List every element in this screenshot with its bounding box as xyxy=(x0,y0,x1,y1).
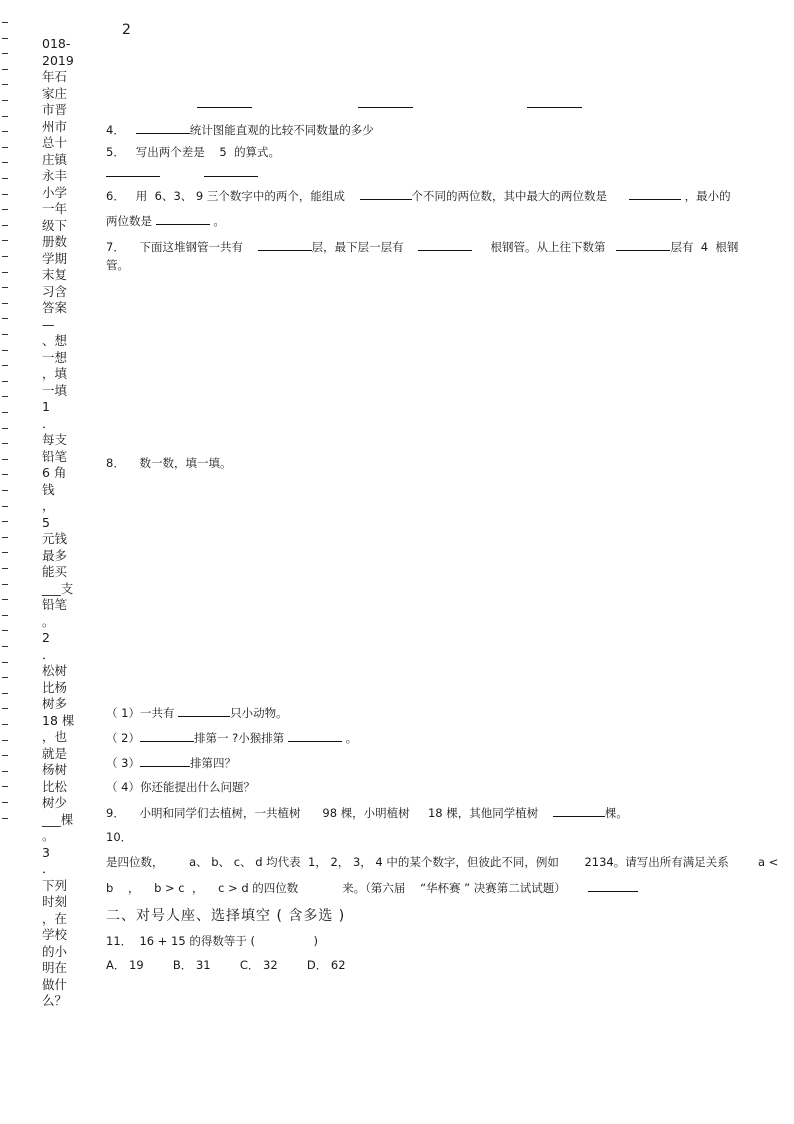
side-title-line: ． xyxy=(42,861,55,876)
side-title-line: ． xyxy=(42,646,55,662)
side-title-line: ，也 xyxy=(42,729,68,744)
margin-dash xyxy=(2,724,8,725)
margin-dash xyxy=(2,506,8,507)
side-title-line: 册数 xyxy=(42,234,68,249)
answer-blank xyxy=(527,107,582,108)
margin-dash xyxy=(2,53,8,54)
margin-dash xyxy=(2,272,8,273)
question-7-line1: 7． 下面这堆钢管一共有 层，最下层一层有 根钢管。从上往下数第 层有 4 根钢 xyxy=(106,240,739,254)
option-c[interactable]: C． 32 xyxy=(239,958,278,972)
side-title-line: 树少 xyxy=(42,795,68,810)
margin-dash xyxy=(2,521,8,522)
question-10-line1: 是四位数， a、 b、 c、 d 均代表 1， 2， 3， 4 中的某个数字，但彼此不同，例如 2134。请写出所有满足关系 a < xyxy=(106,855,779,869)
margin-dash xyxy=(2,599,8,600)
margin-dash xyxy=(2,100,8,101)
margin-dash xyxy=(2,474,8,475)
margin-dash xyxy=(2,459,8,460)
margin-dash xyxy=(2,69,8,70)
question-6-line2: 两位数是 。 xyxy=(106,214,225,228)
side-title-line: 5 xyxy=(42,514,50,530)
margin-dash xyxy=(2,303,8,304)
side-title-line: ，在 xyxy=(42,910,68,926)
page-number: 2 xyxy=(122,22,131,38)
question-8-sub-1: （ 1）一共有 只小动物。 xyxy=(106,706,288,720)
side-title-line: 、想 xyxy=(42,333,68,348)
side-title-line: 每支 xyxy=(42,432,68,447)
margin-dash xyxy=(2,22,8,23)
margin-dash xyxy=(2,225,8,226)
side-title-line: 一年 xyxy=(42,201,68,216)
side-title-line: 家庄 xyxy=(42,85,68,101)
question-8: 8． 数一数，填一填。 xyxy=(106,456,232,470)
side-title-line: 市晋 xyxy=(42,102,68,117)
margin-dash xyxy=(2,630,8,631)
margin-dash xyxy=(2,537,8,538)
side-title-line: — xyxy=(42,316,55,332)
side-title-line: 总十 xyxy=(42,135,68,150)
side-title-line: 能买 xyxy=(42,564,68,579)
side-title-column xyxy=(42,36,76,1010)
margin-dash xyxy=(2,194,8,195)
margin-dash xyxy=(2,334,8,335)
margin-dash xyxy=(2,755,8,756)
margin-dash xyxy=(2,693,8,694)
margin-dash xyxy=(2,428,8,429)
margin-dash xyxy=(2,615,8,616)
option-a[interactable]: A． 19 xyxy=(106,958,144,972)
margin-dash xyxy=(2,38,8,39)
side-title-line: 元钱 xyxy=(42,531,68,546)
margin-dash xyxy=(2,677,8,678)
question-5: 5． 写出两个差是 5 的算式。 xyxy=(106,145,281,159)
side-title-line: 1 xyxy=(42,399,50,414)
side-title-line: 最多 xyxy=(42,547,68,563)
side-title-line: 18 棵 xyxy=(42,712,75,728)
side-title-line: 学期 xyxy=(42,250,68,266)
margin-dash xyxy=(2,162,8,163)
side-title-line: 习含 xyxy=(42,283,68,299)
answer-blank xyxy=(204,176,258,177)
margin-dash xyxy=(2,568,8,569)
side-title-line: 3 xyxy=(42,844,50,860)
answer-blank xyxy=(197,107,252,108)
side-title-line: ． xyxy=(42,415,55,431)
side-title-line: 永丰 xyxy=(42,168,68,183)
margin-dash xyxy=(2,490,8,491)
margin-dash xyxy=(2,443,8,444)
side-title-line: 6 角钱 xyxy=(42,465,67,497)
margin-dash xyxy=(2,818,8,819)
question-9: 9． 小明和同学们去植树，一共植树 98 棵，小明植树 18 棵，其他同学植树 棵。 xyxy=(106,806,628,820)
side-title-line: 时刻 xyxy=(42,894,68,909)
margin-dash xyxy=(2,84,8,85)
question-11: 11． 16 + 15 的得数等于 ( ) xyxy=(106,934,318,948)
margin-dash xyxy=(2,802,8,803)
margin-dash xyxy=(2,708,8,709)
side-title-line: 比松 xyxy=(42,778,68,794)
side-title-line: 小学 xyxy=(42,184,68,200)
question-4: 4． 统计图能直观的比较不同数量的多少 xyxy=(106,123,374,137)
margin-dash xyxy=(2,287,8,288)
question-10-num: 10． xyxy=(106,830,133,844)
question-11-options xyxy=(106,957,346,973)
side-title-line: 2019 xyxy=(42,52,74,68)
side-title-line: 末复 xyxy=(42,267,68,282)
margin-dash xyxy=(2,396,8,397)
answer-blank xyxy=(358,107,413,108)
side-title-line: 。 xyxy=(42,613,55,629)
side-title-line: ___棵 xyxy=(42,811,74,827)
side-title-line: 一填 xyxy=(42,382,68,398)
side-title-line: 年石 xyxy=(42,69,68,84)
margin-dash xyxy=(2,318,8,319)
side-title-line: 一想 xyxy=(42,349,68,365)
side-title-line: 么？ xyxy=(42,993,68,1008)
side-title-line: 州市 xyxy=(42,118,68,134)
margin-dash xyxy=(2,365,8,366)
side-title-line: 级下 xyxy=(42,217,68,233)
margin-dash xyxy=(2,584,8,585)
side-title-line: 2 xyxy=(42,630,50,645)
side-title-line: ， xyxy=(42,498,55,513)
side-title-line: 就是 xyxy=(42,745,68,761)
option-d[interactable]: D． 62 xyxy=(306,958,346,972)
side-title-line: 学校 xyxy=(42,927,68,942)
margin-dash xyxy=(2,646,8,647)
option-b[interactable]: B． 31 xyxy=(172,958,211,972)
question-7-line2: 管。 xyxy=(106,258,129,272)
answer-blank xyxy=(106,176,160,177)
margin-dash xyxy=(2,552,8,553)
side-title-line: 下列 xyxy=(42,877,68,893)
margin-dash xyxy=(2,786,8,787)
margin-dash xyxy=(2,209,8,210)
side-title-line: 铅笔 xyxy=(42,448,68,464)
side-title-line: 比杨 xyxy=(42,679,68,695)
margin-dash xyxy=(2,412,8,413)
question-8-sub-3: （ 3） 排第四？ xyxy=(106,756,236,770)
margin-dash xyxy=(2,740,8,741)
side-title-line: 做什 xyxy=(42,976,68,992)
margin-dash xyxy=(2,178,8,179)
margin-dash xyxy=(2,662,8,663)
side-title-line: ___支 xyxy=(42,580,74,596)
side-title-line: 明在 xyxy=(42,960,68,975)
side-title-line: 庄镇 xyxy=(42,151,68,167)
section-heading-2: 二、对号人座、选择填空 ( 含多选 ) xyxy=(106,908,346,924)
side-title-line: 答案 xyxy=(42,300,68,315)
question-8-sub-2: （ 2） 排第一 ?小猴排第 。 xyxy=(106,731,358,745)
side-title-line: 树多 xyxy=(42,696,68,711)
side-title-line: 018- xyxy=(42,36,71,51)
side-title-line: 。 xyxy=(42,828,55,843)
side-title-line: ，填 xyxy=(42,366,68,381)
side-title-line: 的小 xyxy=(42,943,68,959)
question-10-line2: b ， b > c ， c > d 的四位数 来。（第六届 “华杯赛 ” 决赛第二试试题） xyxy=(106,879,638,896)
margin-dash xyxy=(2,256,8,257)
side-title-line: 铅笔 xyxy=(42,597,68,612)
margin-dash xyxy=(2,131,8,132)
margin-dash xyxy=(2,381,8,382)
margin-dash xyxy=(2,116,8,117)
question-8-sub-4: （ 4）你还能提出什么问题？ xyxy=(106,780,255,794)
margin-dash xyxy=(2,771,8,772)
side-title-line: 杨树 xyxy=(42,762,68,777)
margin-dash xyxy=(2,240,8,241)
side-title-line: 松树 xyxy=(42,663,68,678)
margin-dash xyxy=(2,350,8,351)
question-6-line1: 6． 用 6、3、 9 三个数字中的两个，能组成 个不同的两位数，其中最大的两位数是 ，最小的 xyxy=(106,189,731,203)
margin-dash xyxy=(2,147,8,148)
